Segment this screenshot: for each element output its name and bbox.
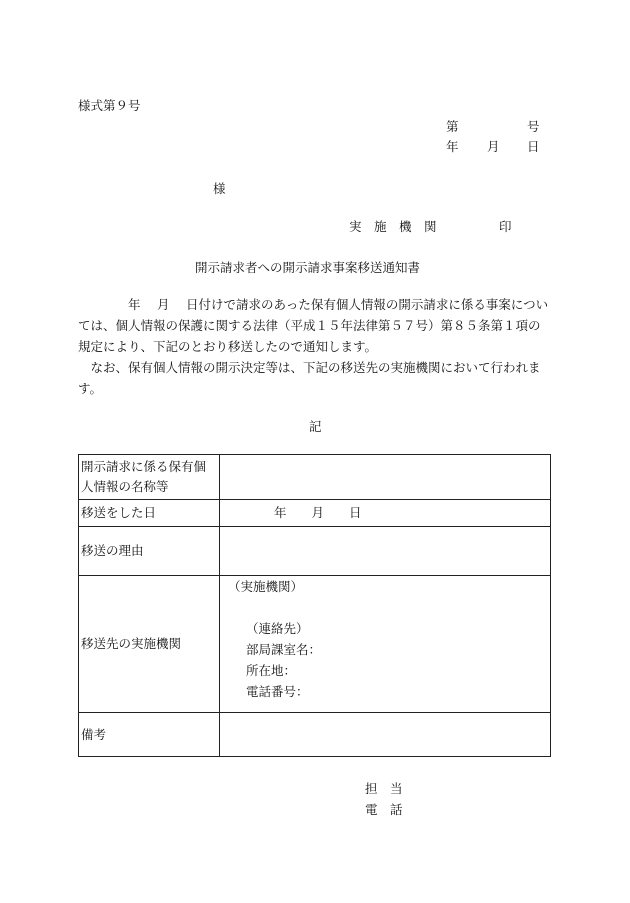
remarks-label: 備考 — [79, 713, 220, 757]
info-name-value — [220, 455, 551, 500]
paragraph-2: なお、保有個人情報の開示決定等は、下記の移送先の実施機関において行われます。 — [78, 360, 541, 396]
dest-phone: 電話番号： — [246, 684, 309, 699]
date-day: 日 — [527, 139, 540, 154]
date-month: 月 — [487, 139, 500, 154]
issuer-seal: 印 — [499, 219, 512, 234]
dest-dept: 部局課室名： — [246, 642, 322, 657]
document-title: 開示請求者への開示請求事案移送通知書 — [195, 260, 421, 275]
addressee-honorific: 様 — [213, 181, 226, 196]
doc-number-suffix: 号 — [527, 119, 540, 134]
reason-label: 移送の理由 — [79, 527, 220, 576]
ki-label: 記 — [309, 419, 322, 434]
transfer-date-text: 年 月 日 — [274, 505, 362, 520]
transfer-date-label: 移送をした日 — [79, 500, 220, 527]
doc-number-prefix: 第 — [446, 119, 459, 134]
table-row — [79, 576, 551, 713]
dest-agency: （実施機関） — [228, 579, 304, 594]
table-row — [79, 527, 551, 576]
info-name-label: 開示請求に係る保有個人情報の名称等 — [79, 455, 220, 500]
date-year: 年 — [446, 139, 459, 154]
table-row — [79, 713, 551, 757]
remarks-value — [220, 713, 551, 757]
dest-address: 所在地： — [246, 663, 297, 678]
reason-value — [220, 527, 551, 576]
dest-contact: （連絡先） — [246, 621, 309, 636]
footer-denwa: 電 話 — [365, 802, 403, 817]
paragraph-1: 年 月 日付けで請求のあった保有個人情報の開示請求に係る事案については、個人情報の保護に関する法律（平成１５年法律第５７号）第８５条第１項の規定により、下記のとおり移送したので通知します。 — [78, 297, 549, 354]
destination-value — [220, 576, 551, 713]
transfer-date-value — [220, 500, 551, 527]
transfer-table — [78, 454, 551, 757]
destination-label: 移送先の実施機関 — [79, 576, 220, 713]
table-row — [79, 500, 551, 527]
table-row — [79, 455, 551, 500]
issuer-org: 実 施 機 関 — [349, 219, 437, 234]
footer-tantou: 担 当 — [365, 781, 403, 796]
form-number: 様式第９号 — [78, 98, 141, 113]
